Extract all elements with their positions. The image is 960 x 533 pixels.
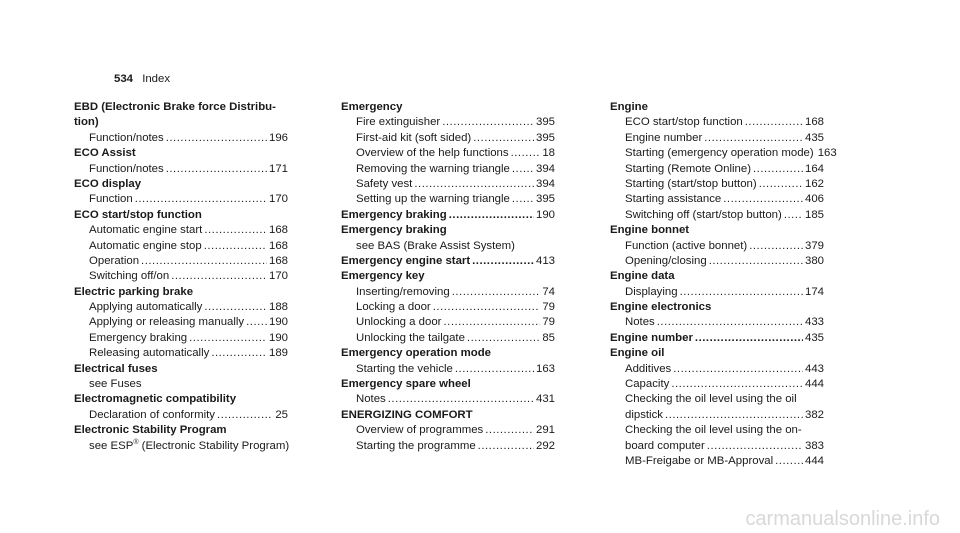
index-heading [610,100,824,115]
index-subentry [610,177,824,192]
page-ref: 85 [542,331,555,344]
index-subentry [341,192,555,207]
index-subentry [341,115,555,130]
index-subentry [74,254,288,269]
index-heading [341,100,555,115]
page-ref: 380 [804,254,824,267]
index-subentry [341,177,555,192]
index-subentry [74,162,288,177]
page-ref: 168 [268,239,288,252]
index-subentry [610,454,824,469]
page-ref: 190 [535,208,555,221]
leader-dots [246,315,267,330]
leader-dots [171,269,267,284]
heading-text: ECO display [74,177,142,190]
page-ref: 382 [804,408,824,421]
index-subentry [610,162,824,177]
subentry-text: Checking the oil level using the oil [625,393,797,406]
index-subentry [74,223,288,238]
page-ref: 395 [535,193,555,206]
page-ref: 168 [268,224,288,237]
index-heading [74,362,288,377]
page-ref: 163 [817,147,837,160]
page-ref: 79 [542,316,555,329]
heading-text: Engine data [610,270,675,283]
page-ref: 79 [542,301,555,314]
leader-dots [512,192,534,207]
subentry-text: Starting (Remote Online) [625,162,751,175]
leader-dots [704,131,803,146]
heading-text: Electromagnetic compatibility [74,393,237,406]
leader-dots [204,239,267,254]
heading-text: Engine oil [610,347,665,360]
page-ref: 383 [804,439,824,452]
leader-dots [511,146,541,161]
heading-text: Electrical fuses [74,362,158,375]
subentry-text: Declaration of conformity [89,408,215,421]
index-subentry [610,377,824,392]
subentry-text: Locking a door [356,301,431,314]
leader-dots [749,239,803,254]
index-heading [610,346,824,361]
index-heading [341,254,555,269]
page-ref: 190 [268,331,288,344]
index-heading [74,115,288,130]
index-subentry [74,269,288,284]
page-ref: 174 [804,285,824,298]
page-ref: 189 [268,347,288,360]
heading-text: Emergency [341,101,403,113]
leader-dots [709,254,803,269]
page-ref: 394 [535,177,555,190]
leader-dots [671,377,803,392]
subentry-text: Starting the vehicle [356,362,453,375]
index-column-2 [341,100,555,454]
subentry-text: Notes [356,393,386,406]
subentry-text: MB-Freigabe or MB-Approval [625,454,774,467]
index-subentry [74,331,288,346]
index-subentry [74,315,288,330]
heading-text: tion) [74,116,99,129]
registered-mark: ® [133,438,139,446]
index-subentry [610,439,824,454]
subentry-text: Capacity [625,378,670,391]
page-ref: 443 [804,362,824,375]
heading-text: Emergency key [341,270,425,283]
index-heading [74,208,288,223]
leader-dots [512,162,534,177]
leader-dots [455,362,534,377]
page-ref: 379 [804,239,824,252]
leader-dots [665,408,803,423]
subentry-text: Unlocking the tailgate [356,331,465,344]
subentry-text: Applying automatically [89,301,203,314]
heading-text: ENERGIZING COMFORT [341,408,473,421]
heading-text: Emergency braking [341,224,447,237]
index-subentry [610,192,824,207]
page-ref: 190 [268,316,288,329]
index-subentry [610,254,824,269]
subentry-text-part: see ESP [89,439,134,452]
subentry-text-part: (Electronic Stability Program) [138,439,290,452]
subentry-text: Operation [89,254,140,267]
leader-dots [442,115,534,130]
index-subentry [341,439,555,454]
subentry-text: Starting (start/stop button) [625,177,757,190]
leader-dots [388,392,534,407]
page-ref: 168 [268,254,288,267]
index-heading [74,100,288,115]
index-subentry [341,162,555,177]
leader-dots [141,254,267,269]
leader-dots [204,223,267,238]
leader-dots [166,162,267,177]
page-ref: 170 [268,270,288,283]
index-subentry [610,285,824,300]
subentry-text: Unlocking a door [356,316,442,329]
subentry-text: Checking the oil level using the on- [625,424,802,437]
leader-dots [472,254,534,269]
page-ref: 444 [804,378,824,391]
leader-dots [467,331,540,346]
index-subentry [341,315,555,330]
index-subentry [341,362,555,377]
subentry-text: Function/notes [89,162,164,175]
index-heading [74,392,288,407]
heading-text: Emergency operation mode [341,347,492,360]
index-subentry [74,300,288,315]
leader-dots [204,300,267,315]
index-heading [610,331,824,346]
page-number: 534 [114,73,134,85]
leader-dots [189,331,267,346]
leader-dots [452,285,541,300]
page-ref: 291 [535,424,555,437]
index-subentry [74,131,288,146]
page-ref: 25 [275,408,288,421]
index-subentry [341,146,555,161]
subentry-text: Displaying [625,285,678,298]
index-subentry [74,408,288,423]
heading-text: Emergency braking [341,208,447,221]
page-ref: 435 [804,131,824,144]
index-subentry [610,423,824,438]
index-subentry [610,115,824,130]
leader-dots [478,439,534,454]
subentry-text: Opening/closing [625,254,707,267]
index-subentry [74,439,288,454]
index-subentry [610,146,837,161]
subentry-text: Applying or releasing manually [89,316,245,329]
subentry-text: Function (active bonnet) [625,239,748,252]
page-ref: 395 [535,131,555,144]
heading-text: Electronic Stability Program [74,424,227,437]
index-subentry [610,131,824,146]
subentry-text: Overview of the help functions [356,147,509,160]
subentry-text: Function [89,193,133,206]
subentry-text: board computer [625,439,705,452]
leader-dots [211,346,267,361]
index-subentry [74,192,288,207]
index-heading [610,223,824,238]
leader-dots [680,285,803,300]
subentry-text: Switching off/on [89,270,170,283]
leader-dots [443,315,540,330]
heading-text: Emergency spare wheel [341,378,471,391]
leader-dots [166,131,267,146]
leader-dots [135,192,267,207]
index-subentry [610,408,824,423]
index-heading [341,208,555,223]
subentry-text: see BAS (Brake Assist System) [356,239,515,252]
index-heading [341,223,555,238]
leader-dots [695,331,803,346]
subentry-text: Fire extinguisher [356,116,441,129]
leader-dots [657,315,803,330]
subentry-text: Function/notes [89,131,164,144]
subentry-text: ECO start/stop function [625,116,743,129]
leader-dots [707,439,803,454]
page-ref: 168 [804,116,824,129]
subentry-text: Safety vest [356,177,413,190]
page-ref: 162 [804,177,824,190]
leader-dots [217,408,273,423]
leader-dots [723,192,803,207]
leader-dots [775,454,803,469]
index-heading [341,408,555,423]
index-subentry [341,300,555,315]
subentry-text: see Fuses [89,378,142,391]
index-subentry [74,239,288,254]
page-ref: 413 [535,254,555,267]
subentry-text: Releasing automatically [89,347,210,360]
heading-text: ECO start/stop function [74,208,202,221]
leader-dots [745,115,803,130]
subentry-text: Starting (emergency operation mode) [625,147,814,160]
index-subentry [341,131,555,146]
heading-text: Engine electronics [610,301,712,314]
index-subentry [74,346,288,361]
subentry-text: Inserting/removing [356,285,450,298]
watermark: carmanualsonline.info [745,508,940,530]
subentry-text: Starting the programme [356,439,476,452]
leader-dots [673,362,803,377]
subentry-text: Emergency braking [89,331,188,344]
index-heading [74,423,288,438]
index-subentry [610,208,824,223]
leader-dots [433,300,541,315]
index-heading [74,177,288,192]
heading-text: Engine number [610,331,693,344]
subentry-text: Additives [625,362,672,375]
subentry-text: Overview of programmes [356,424,484,437]
page-ref: 394 [535,162,555,175]
leader-dots [485,423,534,438]
subentry-text: Setting up the warning triangle [356,193,510,206]
index-subentry [341,392,555,407]
index-column-3 [610,100,837,469]
page-header [114,73,170,85]
page-ref: 435 [804,331,824,344]
page-ref: 292 [535,439,555,452]
page-ref: 164 [804,162,824,175]
index-subentry [610,239,824,254]
index-heading [341,346,555,361]
page-ref: 188 [268,301,288,314]
page-ref: 74 [542,285,555,298]
page-ref: 433 [804,316,824,329]
page-ref: 444 [804,454,824,467]
page-ref: 185 [804,208,824,221]
index-subentry [610,315,824,330]
heading-text: Electric parking brake [74,285,194,298]
subentry-text: Engine number [625,131,703,144]
subentry-text: First-aid kit (soft sided) [356,131,472,144]
heading-text: Emergency engine start [341,254,471,267]
leader-dots [753,162,803,177]
index-subentry [341,331,555,346]
index-heading [341,269,555,284]
leader-dots [414,177,534,192]
leader-dots [473,131,534,146]
index-subentry [341,285,555,300]
subentry-text: Notes [625,316,655,329]
page-ref: 395 [535,116,555,129]
index-subentry [74,377,288,392]
page-ref: 170 [268,193,288,206]
subentry-text: Automatic engine stop [89,239,202,252]
page-ref: 196 [268,131,288,144]
index-heading [74,146,288,161]
index-subentry [341,423,555,438]
heading-text: Engine bonnet [610,224,690,237]
subentry-text [89,439,289,454]
page-ref: 406 [804,193,824,206]
index-subentry [610,362,824,377]
index-heading [341,377,555,392]
page-ref: 18 [542,147,555,160]
index-subentry [341,239,555,254]
index-subentry [610,392,824,407]
subentry-text: Automatic engine start [89,224,203,237]
heading-text: ECO Assist [74,147,136,160]
subentry-text: Removing the warning triangle [356,162,510,175]
page-ref: 163 [535,362,555,375]
index-heading [610,269,824,284]
leader-dots [759,177,803,192]
index-column-1 [74,100,288,454]
leader-dots [784,208,803,223]
subentry-text: Switching off (start/stop button) [625,208,782,221]
heading-text: EBD (Electronic Brake force Distribu- [74,101,276,113]
index-heading [74,285,288,300]
page-ref: 171 [268,162,288,175]
heading-text: Engine [610,101,648,113]
page-ref: 431 [535,393,555,406]
index-heading [610,300,824,315]
section-title: Index [142,73,171,85]
subentry-text: dipstick [625,408,663,421]
leader-dots [449,208,534,223]
subentry-text: Starting assistance [625,193,722,206]
